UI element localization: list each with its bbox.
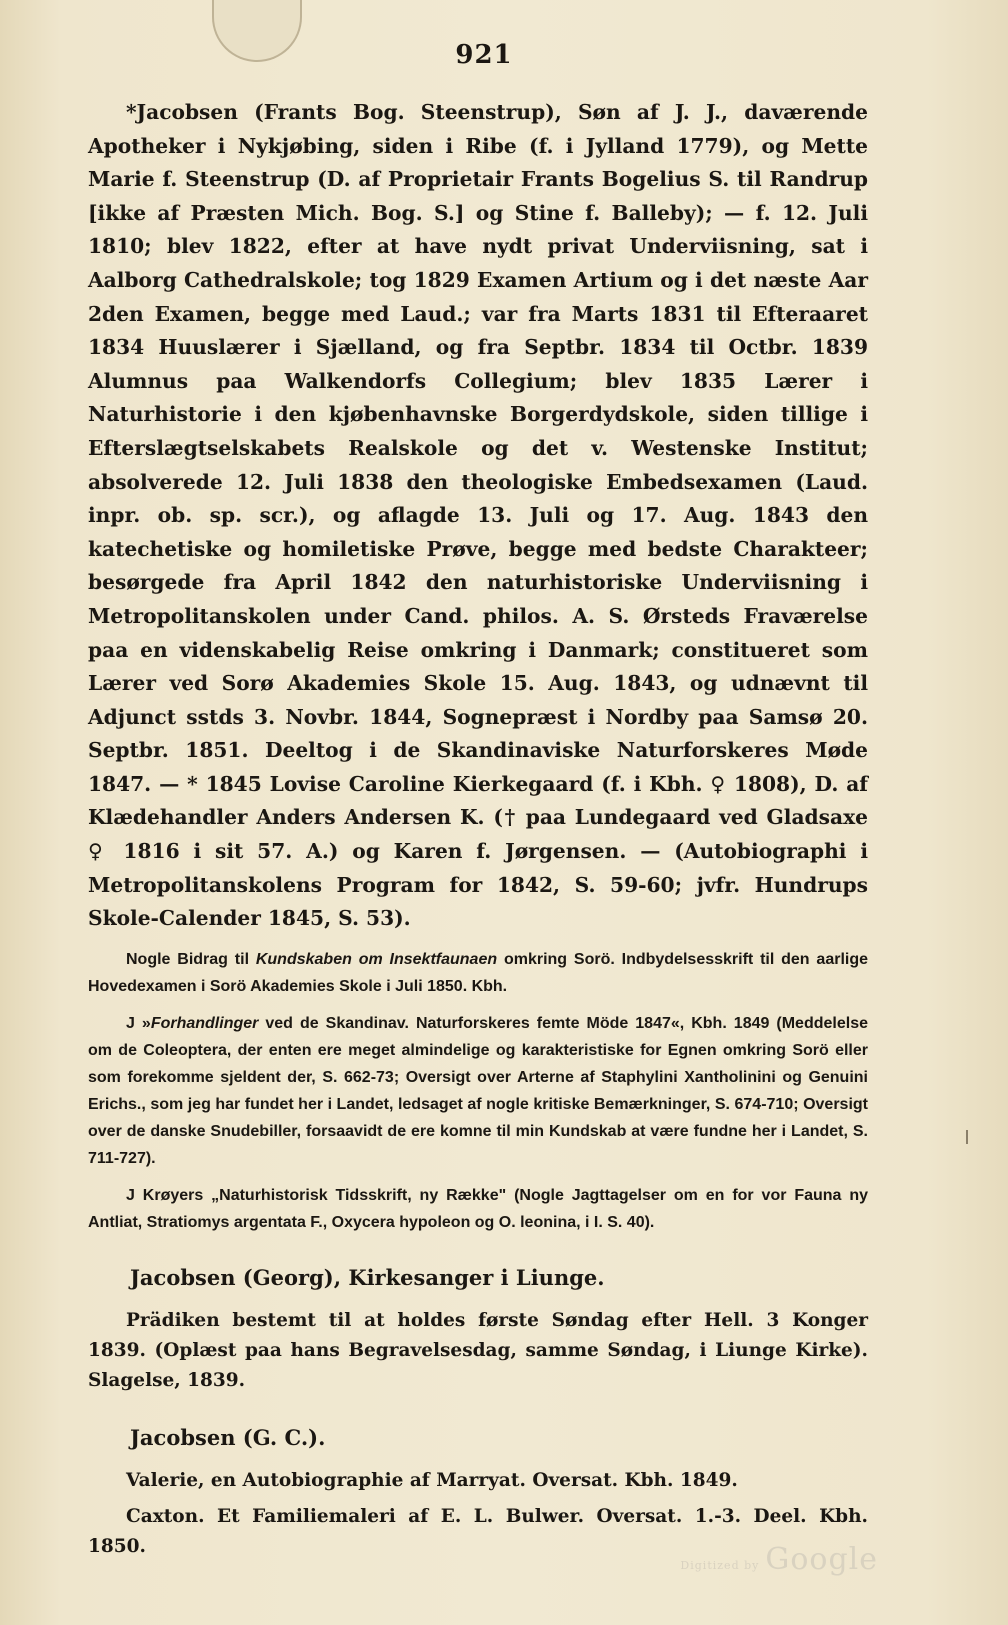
publication-2-prefix: J » — [126, 1014, 151, 1032]
publication-1-prefix: Nogle Bidrag til — [126, 950, 256, 968]
georg-work — [88, 1306, 868, 1396]
biography-entry — [88, 96, 868, 936]
publication-1-title: Kundskaben om Insektfaunaen — [255, 950, 498, 968]
biography-text: *Jacobsen (Frants Bog. Steenstrup), Søn af J. J., daværende Apotheker i Nykjøbing, siden i Ribe (f. i Jylland 1779), og Mette Marie f. Steenstrup (D. af Proprietair Frants Bogelius S. til Randrup [ikke af Præsten Mich. Bog. S.] og Stine f. Balleby); — f. 12. Juli 1810; blev 1822, efter at have nydt privat Underviisning, sat i Aalborg Cathedralskole; tog 1829 Examen Artium og i det næste Aar 2den Examen, begge med Laud.; var fra Marts 1831 til Efteraaret 1834 Huuslærer i Sjælland, og fra Septbr. 1834 til Octbr. 1839 Alumnus paa Walkendorfs Collegium; blev 1835 Lærer i Naturhistorie i den kjøbenhavnske Borgerdydskole, siden tillige i Efterslægtselskabets Realskole og det v. Westenske Institut; absolverede 12. Juli 1838 den theologiske Embedsexamen (Laud. inpr. ob. sp. scr.), og aflagde 13. Juli og 17. Aug. 1843 den katechetiske og homiletiske Prøve, begge med bedste Charakteer; besørgede fra April 1842 den naturhistoriske Underviisning i Metropolitanskolen under Cand. philos. A. S. Ørsteds Fraværelse paa en videnskabelig Reise omkring i Danmark; constitueret som Lærer ved Sorø Akademies Skole 15. Aug. 1843, og udnævnt til Adjunct sstds 3. Novbr. 1844, Sognepræst i Nordby paa Samsø 20. Septbr. 1851. Deeltog i de Skandinaviske Naturforskeres Møde 1847. — * 1845 Lovise Caroline Kierkegaard (f. i Kbh. ♀ 1808), D. af Klædehandler Anders Andersen K. († paa Lundegaard ved Gladsaxe ♀ 1816 i sit 57. A.) og Karen f. Jørgensen. — (Autobiographi i Metropolitanskolens Program for 1842, S. 59-60; jvfr. Hundrups Skole-Calender 1845, S. 53). — [88, 100, 868, 931]
watermark-prefix: Digitized by — [680, 1559, 760, 1572]
margin-mark — [966, 1130, 968, 1144]
publication-3-rest: Stratiomys argentata F., Oxycera hypoleon og O. leonina, i I. S. 40). — [146, 1213, 655, 1231]
gc-heading: Jacobsen (G. C.). — [130, 1424, 326, 1450]
gc-work-2-text: Caxton. Et Familiemaleri af E. L. Bulwer. Oversat. 1.-3. Deel. Kbh. 1850. — [88, 1505, 868, 1557]
publication-1-rest: omkring Sorö. Indbydelsesskrift til den aarlige Hovedexamen i Sorö Akademies Skole i Juli 1850. Kbh. — [88, 950, 868, 995]
publication-2 — [88, 1010, 868, 1172]
georg-work-text: Prädiken bestemt til at holdes første Søndag efter Hell. 3 Konger 1839. (Oplæst paa hans Begravelsesdag, samme Søndag, i Liunge Kirke). Slagelse, 1839. — [88, 1309, 868, 1391]
digitizer-watermark — [680, 1542, 878, 1577]
gc-work-1 — [88, 1466, 868, 1496]
publication-2-rest: ved de Skandinav. Naturforskeres femte Möde 1847«, Kbh. 1849 (Meddelelse om de Coleoptera, der enten ere meget almindelige og karakteristiske for Egnen omkring Sorö eller som forekomme sjeldent der, S. 662-73; Oversigt over Arterne af Staphylini Xantholinini og Genuini Erichs., som jeg har fundet her i Landet, ledsaget af nogle kritiske Bemærkninger, S. 674-710; Oversigt over de danske Snudebiller, forsaavidt de ere komne til min Kundskab at være fundne her i Landet, S. 711-727). — [88, 1014, 868, 1167]
publication-3-prefix: J Krøyers „Naturhistorisk Tidsskrift, ny Række" (Nogle Jagttagelser om en for vor Fauna ny Antliat, — [88, 1186, 868, 1231]
publication-1 — [88, 946, 868, 1000]
georg-heading: Jacobsen (Georg), Kirkesanger i Liunge. — [130, 1264, 605, 1290]
watermark-brand: Google — [765, 1542, 878, 1577]
gc-work-1-text: Valerie, en Autobiographie af Marryat. Oversat. Kbh. 1849. — [126, 1469, 738, 1491]
publication-3 — [88, 1182, 868, 1236]
page-number: 921 — [455, 40, 513, 70]
page-content — [88, 40, 868, 1562]
publication-2-title: Forhandlinger — [150, 1014, 259, 1032]
